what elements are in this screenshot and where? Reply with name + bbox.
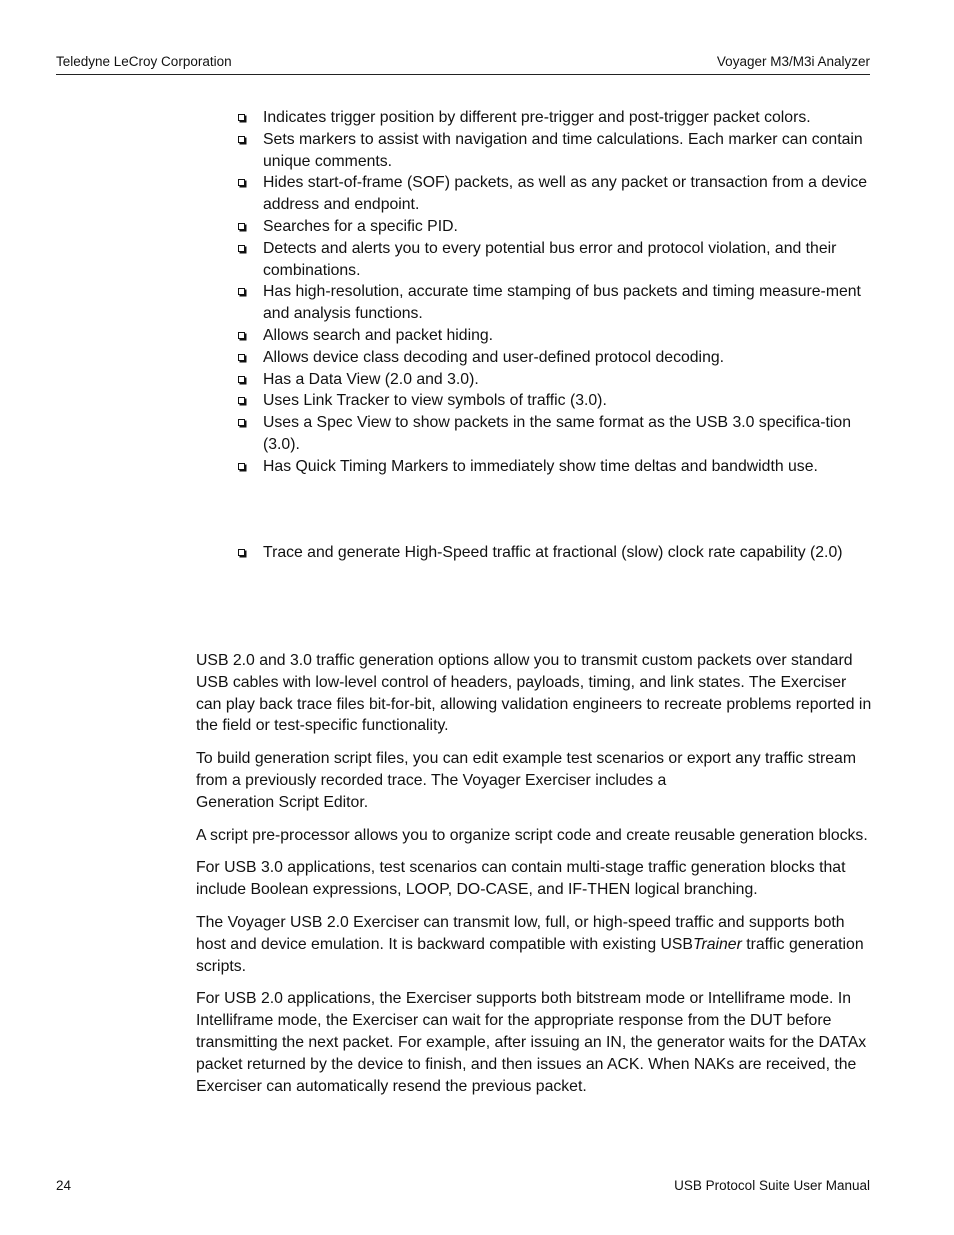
trainer-italic: Trainer (692, 935, 742, 953)
list-item-text: Allows search and packet hiding. (263, 326, 494, 344)
list-item (236, 456, 876, 478)
list-item (236, 238, 876, 282)
footer-manual-title: USB Protocol Suite User Manual (674, 1178, 870, 1193)
checkbox-bullet-icon (238, 463, 245, 470)
list-item (236, 281, 876, 325)
list-item-text: Has a Data View (2.0 and 3.0). (263, 370, 479, 388)
list-item-text: Hides start-of-frame (SOF) packets, as well as any packet or transaction from a device address and endpoint. (263, 174, 868, 214)
checkbox-bullet-icon (238, 332, 245, 339)
checkbox-bullet-icon (238, 397, 245, 404)
checkbox-bullet-icon (238, 223, 245, 230)
checkbox-bullet-icon (238, 549, 245, 556)
checkbox-bullet-icon (238, 419, 245, 426)
checkbox-bullet-icon (238, 354, 245, 361)
list-item (236, 412, 876, 456)
list-item (236, 107, 876, 129)
list-item (236, 542, 876, 564)
body-text (196, 650, 872, 1108)
header-product: Voyager M3/M3i Analyzer (716, 54, 870, 69)
list-item (236, 369, 876, 391)
checkbox-bullet-icon (238, 376, 245, 383)
features-list (236, 107, 876, 478)
paragraph-intelliframe: For USB 2.0 applications, the Exerciser supports both bitstream mode or Intelliframe mode. In Intelliframe mode, the Exerciser can wait for the appropriate response from the DUT before transmitting the next packet. For example, after issuing an IN, the generator waits for the DATAx packet returned by the device to finish, and then issues an ACK. When NAKs are received, the Exerciser can automatically resend the previous packet. (196, 990, 867, 1095)
paragraph-usb2-exerciser-end: traffic generation scripts. (196, 935, 864, 975)
paragraph-script-files-line2: Generation Script Editor. (196, 793, 369, 811)
paragraph-pre-processor: A script pre-processor allows you to organize script code and create reusable generation blocks. (196, 826, 868, 844)
list-item-text: Uses a Spec View to show packets in the same format as the USB 3.0 specifica-tion (3.0). (263, 414, 851, 453)
list-item-text: Sets markers to assist with navigation and time calculations. Each marker can contain unique comments. (263, 130, 863, 170)
paragraph-script-files (196, 748, 872, 813)
list-item-text: Indicates trigger position by different pre-trigger and post-trigger packet colors. (263, 109, 811, 126)
checkbox-bullet-icon (238, 245, 245, 252)
list-item (236, 390, 876, 412)
list-item (236, 325, 876, 347)
list-item (236, 172, 876, 216)
paragraph-traffic-generation: USB 2.0 and 3.0 traffic generation options allow you to transmit custom packets over standard USB cables with low-level control of headers, payloads, timing, and link states. The Exerciser can play back trace files bit-for-bit, allowing validation engineers to recreate problems reported in the field or test-specific functionality. (196, 652, 872, 735)
paragraph-usb2-exerciser (196, 912, 872, 977)
paragraph-script-files-line1: To build generation script files, you can edit example test scenarios or export any traffic stream from a previously recorded trace. The Voyager Exerciser includes a (196, 750, 856, 789)
header-company: Teledyne LeCroy Corporation (56, 54, 232, 69)
list-item-text: Allows device class decoding and user-defined protocol decoding. (263, 348, 725, 366)
list-item-text: Trace and generate High-Speed traffic at fractional (slow) clock rate capability (2.0) (263, 544, 843, 561)
list-item-text: Has Quick Timing Markers to immediately show time deltas and bandwidth use. (263, 457, 818, 475)
page-number: 24 (56, 1178, 72, 1193)
list-item-text: Detects and alerts you to every potential bus error and protocol violation, and their combinations. (263, 239, 837, 279)
page-header (56, 52, 870, 75)
capability-list (236, 542, 876, 564)
list-item-text: Uses Link Tracker to view symbols of traffic (3.0). (263, 392, 607, 410)
list-item-text: Searches for a specific PID. (263, 217, 458, 235)
checkbox-bullet-icon (238, 114, 245, 121)
paragraph-usb2-exerciser-text: The Voyager USB 2.0 Exerciser can transmit low, full, or high-speed traffic and supports both host and device emulation. It is backward compatible with existing USB (196, 913, 845, 953)
list-item (236, 347, 876, 369)
paragraph-usb3-scenarios: For USB 3.0 applications, test scenarios can contain multi-stage traffic generation blocks that include Boolean expressions, LOOP, DO-CASE, and IF-THEN logical branching. (196, 859, 846, 899)
list-item-text: Has high-resolution, accurate time stamping of bus packets and timing measure-ment and analysis functions. (263, 283, 861, 323)
checkbox-bullet-icon (238, 179, 245, 186)
list-item (236, 216, 876, 238)
list-item (236, 129, 876, 173)
checkbox-bullet-icon (238, 288, 245, 295)
checkbox-bullet-icon (238, 136, 245, 143)
